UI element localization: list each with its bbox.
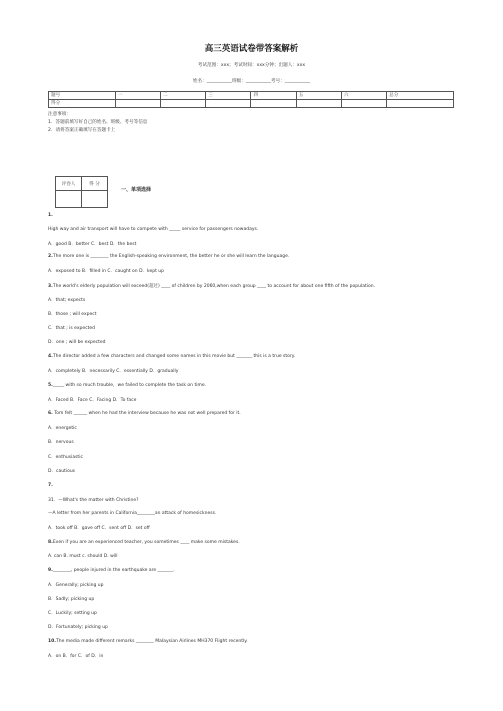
- question-text: _____ with so much trouble，we failed to complete the task on time.: [52, 383, 207, 388]
- question-line: A. can B. must c. should D. will: [48, 554, 118, 559]
- score-cell[interactable]: [251, 100, 296, 108]
- score-table: [48, 91, 454, 108]
- question-stem: [48, 411, 241, 416]
- question-line: 1.: [48, 213, 53, 218]
- question-line: A．Faced B．Face C．Facing D．To face: [48, 398, 137, 403]
- question-line: D．Fortunately; picking up: [48, 625, 108, 630]
- question-text: ________, people injured in the earthquake are _______.: [52, 568, 175, 573]
- note-item: 1．答题前填写好自己的姓名、班级、考号等信息: [48, 120, 148, 126]
- question-number: 9.: [48, 568, 53, 573]
- question-stem: [48, 354, 295, 359]
- question-line: B．nervous: [48, 440, 74, 445]
- question-line: —A letter from her parents in California________an attack of homesickness.: [48, 511, 217, 516]
- notes-block: [48, 111, 147, 136]
- question-line: B．those ; will expect: [48, 312, 97, 317]
- score-cell[interactable]: [115, 100, 160, 108]
- score-cell[interactable]: [82, 191, 108, 208]
- score-table-header: [49, 92, 454, 100]
- score-header-cell: 四: [251, 92, 296, 100]
- question-line: A．Generally; picking up: [48, 583, 104, 588]
- grader-table: [55, 176, 108, 208]
- question-line: C．enthusiastic: [48, 455, 83, 460]
- question-line: B．Sadly; picking up: [48, 597, 95, 602]
- question-number: 10.: [48, 639, 56, 644]
- notes-title: 注意事项：: [48, 112, 71, 117]
- question-number: 5.: [48, 383, 53, 388]
- student-info-line: 姓名：___________班级：___________考号：___________: [192, 79, 311, 84]
- question-number: 4.: [48, 354, 53, 359]
- question-line: D．one ; will be expected: [48, 340, 106, 345]
- score-row-label: 得分: [49, 100, 116, 108]
- question-text: The media made different remarks ________ Malaysian Airlines MH370 Flight recently.: [55, 639, 248, 644]
- question-number: 8.: [48, 540, 53, 545]
- section-title: 一、单项选择: [121, 187, 152, 193]
- question-number: 3.: [48, 284, 53, 289]
- question-line: A．that; expects: [48, 298, 86, 303]
- question-text: Tom felt ______ when he had the interview because he was not well prepared for it.: [52, 411, 241, 416]
- score-header-cell: 五: [296, 92, 341, 100]
- page-title: 高三英语试卷带答案解析: [204, 44, 299, 54]
- grader-label: 评卷人: [56, 177, 82, 191]
- score-header-cell: 三: [206, 92, 251, 100]
- score-cell[interactable]: [206, 100, 251, 108]
- score-header-cell: 题号: [49, 92, 116, 100]
- score-table-row: [49, 100, 454, 108]
- question-line: A．exposed to B．filled in C．caught on D．kept up: [48, 269, 165, 274]
- question-line: A．completely B．necessarily C．essentially D．gradually: [48, 369, 179, 374]
- question-text: Even if you are an experienced teacher, you sometimes ____ make some mistakes.: [52, 540, 240, 545]
- question-line: 7.: [48, 483, 53, 488]
- score-header-cell: 六: [341, 92, 386, 100]
- question-line: High way and air transport will have to compete with _____ service for passengers nowadays.: [48, 227, 259, 232]
- score-cell[interactable]: [161, 100, 206, 108]
- question-stem: [48, 540, 240, 545]
- question-line: 31．—What's the matter with Christine?: [48, 498, 139, 503]
- question-text: The world's elderly population will exceed(超过) ____ of children by 2060,when each group ____ to account for about one fifth of the population.: [52, 284, 376, 289]
- question-line: C．that ; is expected: [48, 326, 96, 331]
- grader-cell[interactable]: [56, 191, 82, 208]
- question-text: The director added a few characters and changed some names in this movie but _______ this is a true story.: [52, 354, 296, 359]
- question-text: The more one is ________ the English-speaking environment, the better he or she will learn the language.: [52, 254, 290, 259]
- score-cell[interactable]: [387, 100, 454, 108]
- question-number: 2.: [48, 254, 53, 259]
- question-stem: [48, 283, 375, 289]
- question-stem: [48, 382, 206, 388]
- question-line: A．energetic: [48, 426, 77, 431]
- score-header-cell: 总分: [387, 92, 454, 100]
- question-line: A．good B．better C．best D．the best: [48, 242, 137, 247]
- exam-info-line: 考试范围：xxx；考试时间：xxx分钟；出题人：xxx: [197, 63, 306, 68]
- question-stem: [48, 568, 175, 573]
- score-cell[interactable]: [341, 100, 386, 108]
- question-line: D．cautious: [48, 469, 76, 474]
- note-item: 2．请将答案正确填写在答题卡上: [48, 128, 116, 134]
- question-line: C．Luckily; setting up: [48, 611, 97, 616]
- score-label: 得 分: [82, 177, 108, 191]
- score-cell[interactable]: [296, 100, 341, 108]
- question-line: A．on B．for C．of D．in: [48, 654, 104, 659]
- question-stem: [48, 639, 248, 644]
- question-number: 6.: [48, 411, 53, 416]
- score-header-cell: 一: [115, 92, 160, 100]
- score-header-cell: 二: [161, 92, 206, 100]
- question-stem: [48, 254, 289, 259]
- question-line: A．took off B．gave off C．sent off D．set off: [48, 526, 150, 531]
